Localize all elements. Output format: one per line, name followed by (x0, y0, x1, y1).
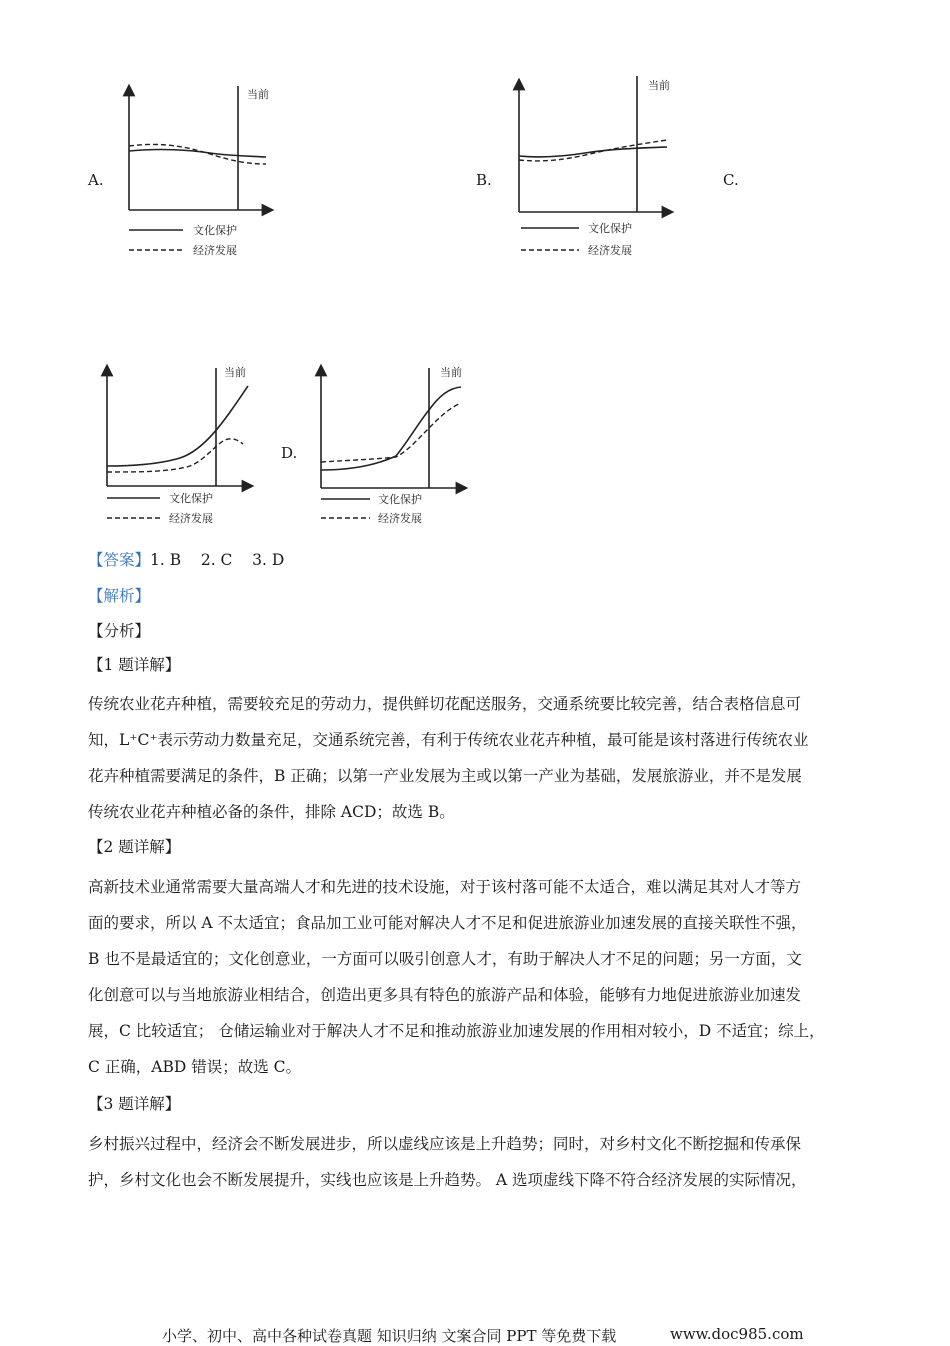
answer-text: 1. B 2. C 3. D (150, 551, 285, 569)
answer-line (88, 553, 284, 569)
q2-line: 化创意可以与当地旅游业相结合，创造出更多具有特色的旅游产品和体验，能够有力地促进旅游业加速发 (88, 986, 802, 1004)
q1-heading: 【1 题详解】 (88, 656, 181, 674)
answer-tag: 【答案】 (88, 551, 151, 569)
chart-b-economy-curve (519, 140, 667, 161)
q2-line: 展，C 比较适宜； 仓储运输业对于解决人才不足和推动旅游业加速发展的作用相对较小，D 不适宜；综上， (88, 1022, 825, 1040)
chart-option-c (90, 360, 270, 535)
chart-c-svg (90, 360, 270, 535)
q3-line: 护，乡村文化也会不断发展提升，实线也应该是上升趋势。 A 选项虚线下降不符合经济发展的实际情况， (88, 1171, 807, 1189)
q1-line: 花卉种植需要满足的条件，B 正确；以第一产业发展为主或以第一产业为基础，发展旅游业，并不是发展 (88, 767, 802, 785)
option-d-label: D. (281, 444, 298, 462)
q1-line: 传统农业花卉种植，需要较充足的劳动力，提供鲜切花配送服务，交通系统要比较完善，结合表格信息可 (88, 695, 802, 713)
q2-line: C 正确，ABD 错误；故选 C。 (88, 1058, 302, 1076)
q3-line: 乡村振兴过程中，经济会不断发展进步，所以虚线应该是上升趋势；同时，对乡村文化不断挖掘和传承保 (88, 1135, 802, 1153)
chart-b-culture-curve (519, 147, 667, 157)
q2-line: B 也不是最适宜的；文化创意业，一方面可以吸引创意人才，有助于解决人才不足的问题；另一方面，文 (88, 950, 802, 968)
option-b-label: B. (476, 171, 492, 189)
chart-d-economy-curve (321, 403, 461, 462)
q1-line: 传统农业花卉种植必备的条件，排除 ACD；故选 B。 (88, 803, 455, 821)
option-c-label: C. (723, 171, 739, 189)
chart-d-legend-solid: 文化保护 (378, 493, 422, 506)
chart-c-culture-curve (107, 386, 248, 466)
option-a-label: A. (88, 171, 104, 189)
chart-a-svg (110, 80, 290, 265)
chart-c-legend-solid: 文化保护 (169, 492, 213, 505)
chart-d-current-label: 当前 (440, 366, 462, 379)
q2-line: 面的要求，所以 A 不太适宜；食品加工业可能对解决人才不足和促进旅游业加速发展的直接关联性不强， (88, 914, 807, 932)
q2-heading: 【2 题详解】 (88, 838, 181, 856)
chart-a-culture-curve (129, 150, 266, 157)
chart-b-current-label: 当前 (648, 79, 670, 92)
chart-option-b (500, 72, 680, 262)
chart-d-culture-curve (321, 387, 461, 470)
chart-c-legend-dashed: 经济发展 (169, 512, 213, 525)
chart-a-legend-solid: 文化保护 (193, 224, 237, 237)
q1-line: 知，L⁺C⁺表示劳动力数量充足，交通系统完善，有利于传统农业花卉种植，最可能是该村落进行传统农业 (88, 731, 809, 749)
chart-a-economy-curve (129, 144, 266, 164)
chart-b-legend-solid: 文化保护 (588, 222, 632, 235)
chart-b-svg (500, 72, 680, 262)
chart-option-d (304, 360, 484, 535)
chart-d-legend-dashed: 经济发展 (378, 512, 422, 525)
chart-option-a (110, 80, 290, 265)
chart-a-current-label: 当前 (247, 88, 269, 101)
chart-b-legend-dashed: 经济发展 (588, 244, 632, 257)
chart-d-svg (304, 360, 484, 535)
q2-line: 高新技术业通常需要大量高端人才和先进的技术设施，对于该村落可能不太适合，难以满足其对人才等方 (88, 878, 802, 896)
chart-a-legend-dashed: 经济发展 (193, 244, 237, 257)
q3-heading: 【3 题详解】 (88, 1095, 181, 1113)
chart-c-economy-curve (107, 439, 243, 472)
analysis-heading: 【分析】 (88, 622, 151, 640)
footer-text: 小学、初中、高中各种试卷真题 知识归纳 文案合同 PPT 等免费下载 (162, 1327, 617, 1345)
chart-c-current-label: 当前 (224, 366, 246, 379)
footer-url[interactable]: www.doc985.com (670, 1325, 804, 1343)
analysis-tag: 【解析】 (88, 587, 151, 605)
